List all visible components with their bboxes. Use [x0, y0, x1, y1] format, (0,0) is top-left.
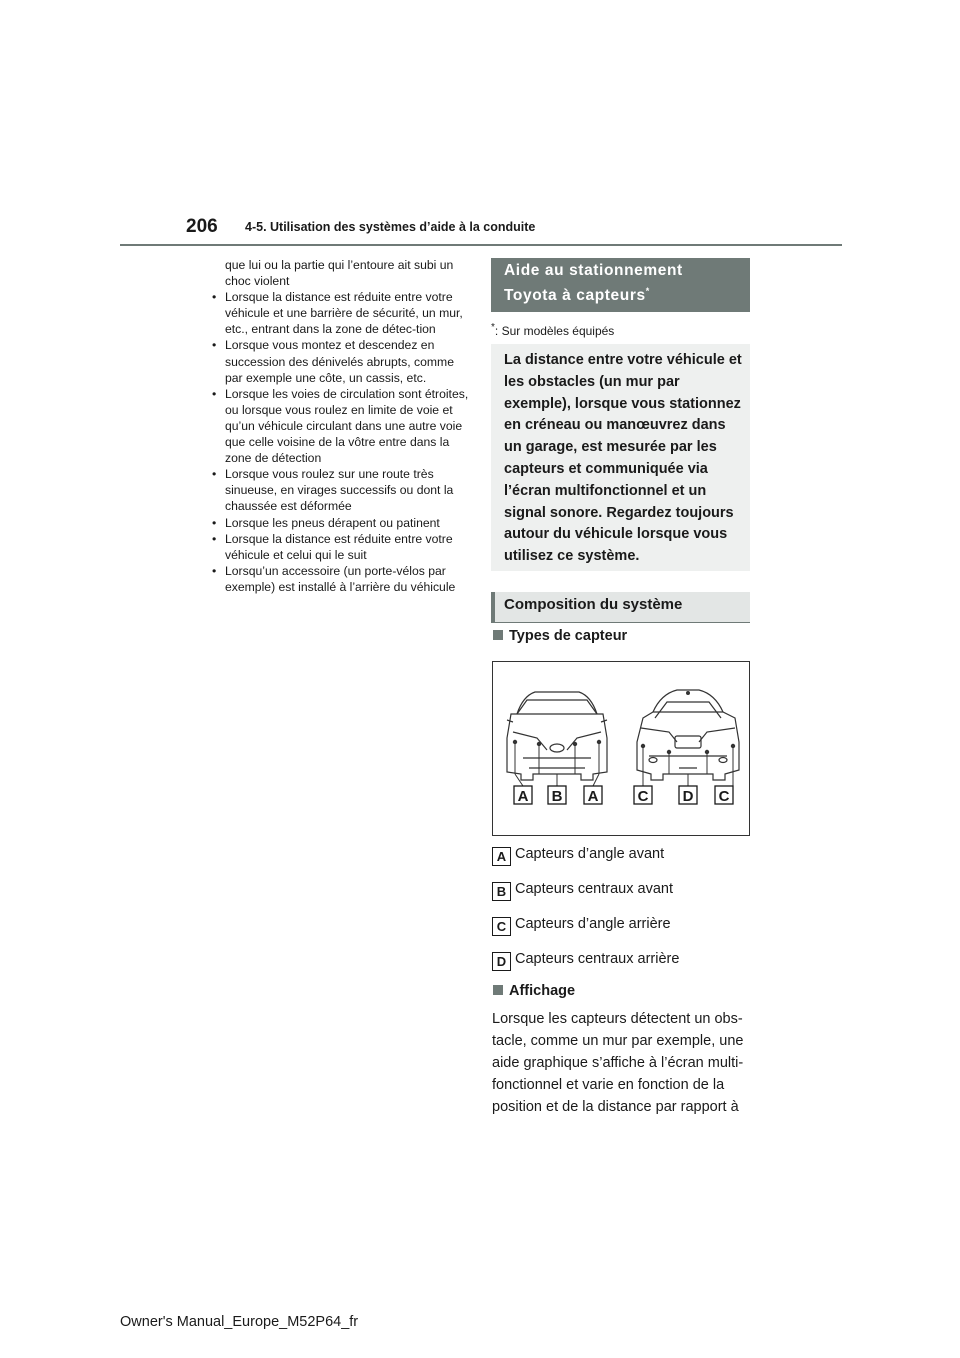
legend-item-b [492, 881, 673, 901]
list-item: • Lorsque vous roulez sur une route très sinueuse, en virages successifs ou dont la chaussée est déformée [210, 466, 470, 514]
feature-title-line1: Aide au stationnement [504, 262, 683, 279]
asterisk-mark: * [645, 286, 650, 296]
label-a-right: A [587, 788, 599, 805]
label-c-left: C [637, 788, 649, 805]
legend-badge: C [492, 917, 511, 936]
footnote-mark: * [491, 322, 495, 333]
left-column [210, 257, 470, 595]
section-title: 4-5. Utilisation des systèmes d’aide à la conduite [245, 220, 536, 234]
footer-text: Owner's Manual_Europe_M52P64_fr [120, 1314, 359, 1330]
label-b: B [551, 788, 563, 805]
continued-text: que lui ou la partie qui l’entoure ait subi un choc violent [225, 258, 454, 289]
list-item: • Lorsque les pneus dérapent ou patinent [210, 515, 470, 531]
legend-item-d [492, 951, 679, 971]
heading-bar [491, 592, 495, 622]
list-item: • Lorsque les voies de circulation sont étroites, ou lorsque vous roulez en limite de voie et qu’un véhicule circulant dans une autre voie que celle voisine de la vôtre entre dans la zone de détection [210, 386, 470, 466]
legend-badge: B [492, 882, 511, 901]
feature-title-box [491, 258, 750, 312]
footnote [491, 322, 614, 338]
composition-heading-text: Composition du système [504, 596, 683, 613]
legend-text: Capteurs centraux arrière [515, 951, 680, 967]
square-bullet-icon [493, 630, 503, 640]
affichage-heading [493, 983, 575, 999]
car-sensor-illustration [493, 662, 749, 835]
label-c-right: C [718, 788, 730, 805]
page-number: 206 [186, 216, 218, 237]
composition-heading [491, 592, 750, 623]
affichage-text: Lorsque les capteurs détectent un obs-tacle, comme un mur par exemple, une aide graphique s’affiche à l’écran multi-fonctionnel et varie en fonction de la position et de la distance par rapport à [492, 1011, 744, 1115]
types-heading-text: Types de capteur [509, 628, 628, 644]
square-bullet-icon [493, 985, 503, 995]
list-item: • Lorsque la distance est réduite entre votre véhicule et celui qui le suit [210, 531, 470, 563]
feature-title-text: Toyota à capteurs [504, 287, 646, 305]
legend-item-a [492, 846, 664, 866]
footnote-text: : Sur modèles équipés [494, 324, 615, 338]
affichage-heading-text: Affichage [509, 983, 576, 999]
legend-text: Capteurs d’angle avant [515, 846, 665, 862]
intro-box [491, 344, 750, 571]
header-rule [120, 244, 842, 246]
types-heading [493, 628, 627, 644]
feature-title-line2 [504, 286, 650, 305]
label-d: D [682, 788, 694, 805]
sensor-figure [492, 661, 750, 836]
legend-text: Capteurs centraux avant [515, 881, 673, 897]
list-item: • Lorsque la distance est réduite entre votre véhicule et une barrière de sécurité, un mur, etc., entrant dans la zone de détec-tion [210, 289, 470, 337]
condition-list [210, 289, 470, 595]
list-item: • Lorsque vous montez et descendez en succession des dénivelés abrupts, comme par exemple une côte, un cassis, etc. [210, 337, 470, 385]
label-a-left: A [517, 788, 529, 805]
legend-badge: D [492, 952, 511, 971]
legend-text: Capteurs d’angle arrière [515, 916, 671, 932]
legend-item-c [492, 916, 671, 936]
list-item: • Lorsqu’un accessoire (un porte-vélos par exemple) est installé à l’arrière du véhicule [210, 563, 470, 595]
intro-text: La distance entre votre véhicule et les obstacles (un mur par exemple), lorsque vous stationnez en créneau ou manœuvrez dans un garage, est mesurée par les capteurs et communiquée via l’écran multifonctionnel et un signal sonore. Regardez toujours autour du véhicule lorsque vous utilisez ce système. [504, 352, 742, 565]
legend-badge: A [492, 847, 511, 866]
